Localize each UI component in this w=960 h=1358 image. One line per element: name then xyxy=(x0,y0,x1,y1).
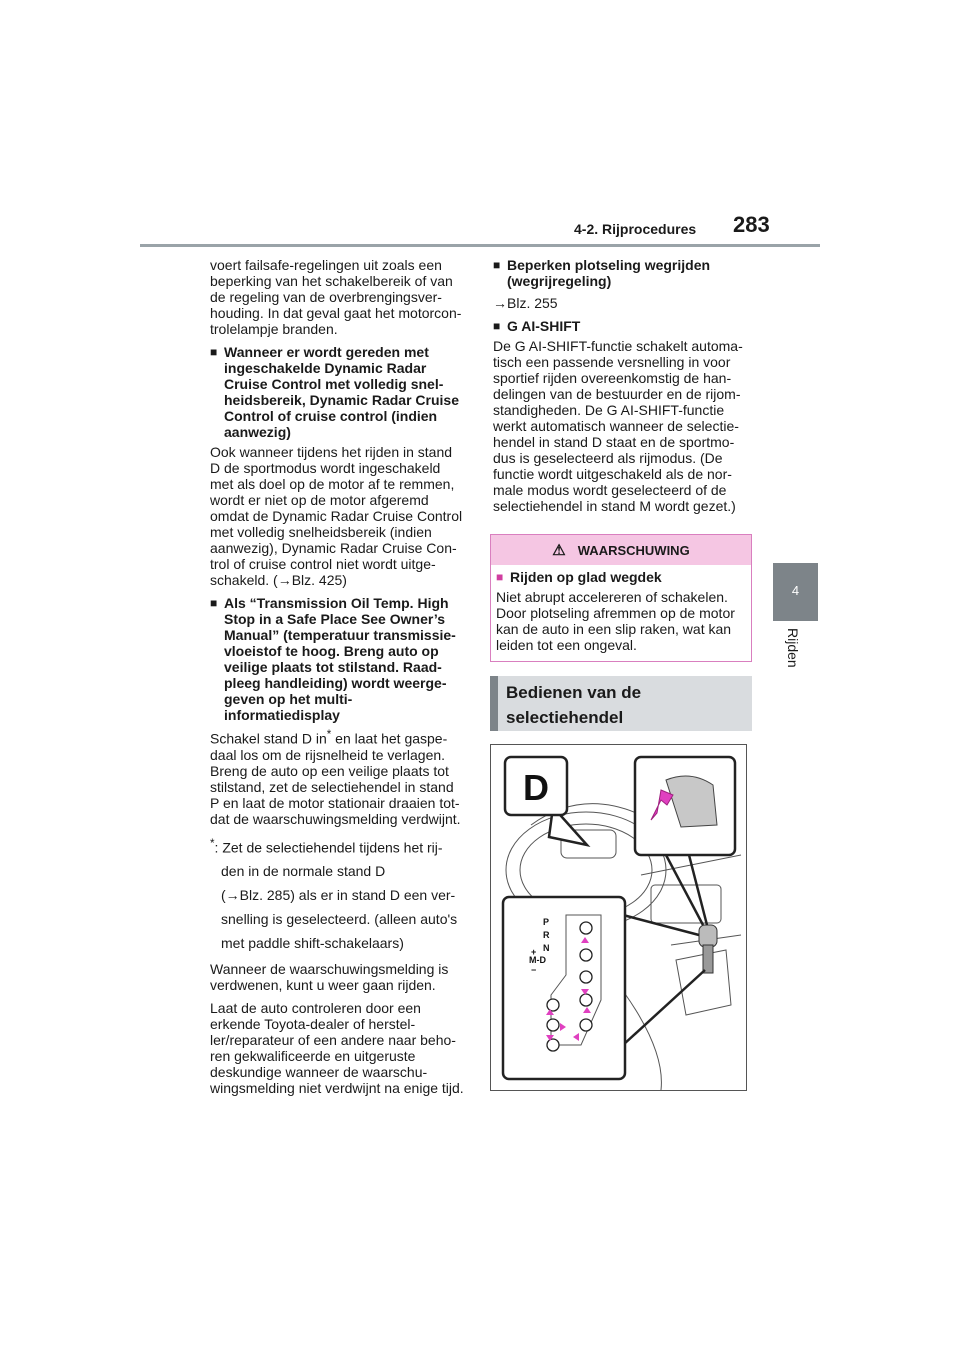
section-title-line-2: selectiehendel xyxy=(506,708,624,727)
d-callout xyxy=(505,757,587,845)
section-title-line-1: Bedienen van de xyxy=(506,683,642,702)
knob-callout xyxy=(635,757,735,925)
shift-stem xyxy=(703,945,713,973)
dealer-paragraph: Laat de auto controleren door een erkende Toyota-dealer of hersteller/reparateur of een andere naar behoren gekwalificeerde en uitgeruste deskundige wanneer de waarschuwingsmelding niet verdwijnt na enige tijd. xyxy=(210,1000,464,1097)
cruise-paragraph: Ook wanneer tijdens het rijden in stand D de sportmodus wordt ingeschakeld met als doel op de motor af te remmen, wordt er niet op de motor afgeremd omdat de Dynamic Radar Cruise Control met volledig snelheidsbereik (indien aanwezig), Dynamic Radar Cruise Control of cruise control niet wordt uitgeschakeld. (→Blz. 425) xyxy=(210,444,463,588)
gate-position-d-low xyxy=(580,1019,592,1031)
launch-reference: →Blz. 255 xyxy=(493,295,558,311)
chapter-number: 4 xyxy=(791,583,800,598)
square-bullet-icon: ■ xyxy=(210,596,218,610)
footnote-line-5: met paddle shift-schakelaars) xyxy=(221,935,404,952)
footnote-line-1: : Zet de selectiehendel tijdens het rij- xyxy=(214,839,443,856)
d-label: D xyxy=(523,767,549,808)
square-bullet-icon: ■ xyxy=(493,258,501,272)
subheading-ai-shift-text: G AI-SHIFT xyxy=(507,318,581,334)
square-bullet-icon: ■ xyxy=(496,570,504,584)
subheading-transmission-text: Als “Transmission Oil Temp. High Stop in a Safe Place See Owner’s Manual” (temperatuur transmissievloeistof te hoog. Breng auto op veilige plaats tot stilstand. Raadpleeg handleiding) wordt weergegeven op het multi-informatiedisplay xyxy=(224,595,456,723)
resume-paragraph: Wanneer de waarschuwingsmelding is verdwenen, kunt u weer gaan rijden. xyxy=(210,961,449,994)
section-title xyxy=(490,676,752,731)
warning-text: Niet abrupt accelereren of schakelen. Door plotseling afremmen op de motor kan de auto in een slip raken, wat kan leiden tot een ongeval. xyxy=(496,589,735,653)
shift-lever-illustration xyxy=(490,744,747,1091)
warning-title: WAARSCHUWING xyxy=(577,542,690,558)
subheading-cruise xyxy=(210,344,466,440)
subheading-launch xyxy=(493,257,751,289)
gate-label-md: M-D xyxy=(529,955,546,965)
illustration-svg xyxy=(491,745,746,1090)
warning-triangle-icon: ⚠ xyxy=(552,542,566,559)
footnote-line-4: snelling is geselecteerd. (alleen auto's xyxy=(221,911,458,928)
header-rule xyxy=(140,244,820,247)
transmission-paragraph xyxy=(210,727,466,827)
gate-position-p xyxy=(580,922,592,934)
chapter-tab xyxy=(773,563,818,621)
warning-heading xyxy=(496,569,746,585)
footnote-line-2: den in de normale stand D xyxy=(221,863,386,880)
gate-label-n: N xyxy=(543,943,550,953)
subheading-launch-text: Beperken plotseling wegrijden (wegrijregeling) xyxy=(507,257,711,289)
warning-header xyxy=(491,535,751,565)
gate-position-r xyxy=(580,949,592,961)
gate-position-m-minus xyxy=(547,1039,559,1051)
page-number: 283 xyxy=(733,212,770,237)
gate-label-minus: − xyxy=(531,965,537,975)
transmission-text-a: Schakel stand D in xyxy=(210,730,327,747)
gate-callout-line xyxy=(623,915,699,935)
square-bullet-icon: ■ xyxy=(493,319,501,333)
subheading-ai-shift xyxy=(493,318,751,334)
footnote-mark: * xyxy=(210,836,215,850)
gate-callout xyxy=(503,897,705,1079)
gate-label-p: P xyxy=(543,917,550,927)
header-section-title: 4-2. Rijprocedures xyxy=(574,221,697,237)
footnote xyxy=(210,834,466,858)
footnote-line-3: (→Blz. 285) als er in stand D een ver- xyxy=(221,887,456,904)
gate-callout-line-2 xyxy=(623,970,705,1045)
gate-label-r: R xyxy=(543,930,550,940)
square-bullet-icon: ■ xyxy=(210,345,218,359)
footnote-marker: * xyxy=(326,728,332,741)
right-column xyxy=(493,257,751,521)
gate-callout-box xyxy=(503,897,625,1079)
intro-paragraph: voert failsafe-regelingen uit zoals een beperking van het schakelbereik of van de regeling van de overbrengingsverhouding. In dat geval gaat het motorcontrolelampje branden. xyxy=(210,257,462,337)
warning-box xyxy=(490,534,752,662)
shift-knob xyxy=(699,925,717,947)
chapter-label: Rijden xyxy=(785,628,801,668)
gate-position-n xyxy=(580,971,592,983)
ai-shift-paragraph: De G AI-SHIFT-functie schakelt automatisch een passende versnelling in voor sportief rijden overeenkomstig de handelingen van de bestuurder en de rijomstandigheden. De G AI-SHIFT-functie werkt automatisch wanneer de selectiehendel in stand D staat en de sportmodus is geselecteerd als rijmodus. (De functie wordt uitgeschakeld als de normale modus wordt geselecteerd of de selectiehendel in stand M wordt gezet.) xyxy=(493,338,743,514)
transmission-text-b: en laat het gaspedaal los om de rijsnelheid te verlagen. Breng de auto op een veilige plaats tot stilstand, zet de selectiehendel in stand P en laat de motor stationair draaien totdat de waarschuwingsmelding verdwijnt. xyxy=(210,730,461,827)
warning-body xyxy=(491,565,751,657)
gate-position-m xyxy=(547,1019,559,1031)
left-column xyxy=(210,257,466,1103)
gate-label-plus: + xyxy=(531,947,537,957)
gate-position-d xyxy=(580,994,592,1006)
shift-lever-drawing xyxy=(699,925,717,973)
warning-heading-text: Rijden op glad wegdek xyxy=(510,569,662,585)
subheading-transmission xyxy=(210,595,466,723)
gate-position-m-plus xyxy=(547,999,559,1011)
subheading-cruise-text: Wanneer er wordt gereden met ingeschakelde Dynamic Radar Cruise Control met volledig snelheidsbereik, Dynamic Radar Cruise Control of cruise control (indien aanwezig) xyxy=(224,344,459,440)
